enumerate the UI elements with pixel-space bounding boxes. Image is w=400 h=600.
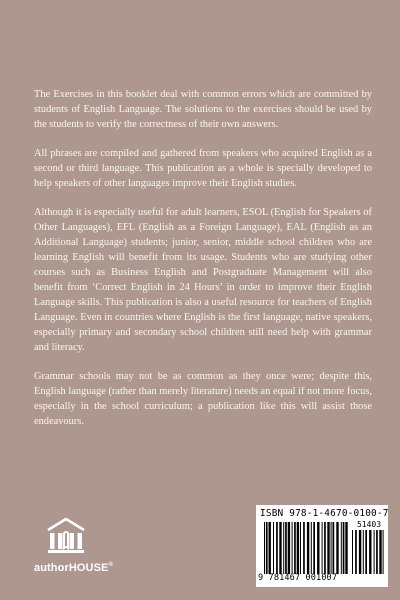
barcode-bar [374, 530, 375, 574]
barcode-bar [336, 522, 338, 574]
price-barcode-bars [352, 530, 384, 574]
barcode-bar [313, 522, 315, 574]
barcode-bar [269, 522, 271, 574]
isbn-barcode [256, 505, 388, 587]
barcode-bar [383, 530, 384, 574]
blurb-paragraph-2: All phrases are compiled and gathered from speakers who acquired English as a second or third language. This publication as a whole is specially developed to help speakers of other languages improve their English studies. [34, 148, 372, 189]
barcode-bar [359, 530, 361, 574]
barcode-bar [311, 522, 312, 574]
barcode-bar [345, 522, 347, 574]
publisher-name-suffix: HOUSE [68, 562, 109, 574]
barcode-bar [322, 522, 323, 574]
barcode-bar [300, 522, 301, 574]
building-book-icon [44, 515, 88, 555]
barcode-bar [376, 530, 378, 574]
barcode-bar [292, 522, 293, 574]
barcode-bar [307, 522, 309, 574]
barcode-bar [324, 522, 326, 574]
barcode-bar [365, 530, 367, 574]
barcode-bar [276, 522, 278, 574]
barcode-bar [283, 522, 284, 574]
barcode-bar [285, 522, 287, 574]
barcode-bar [303, 522, 305, 574]
barcode-bar [317, 522, 319, 574]
barcode-bar [352, 530, 353, 574]
barcode-bar [355, 530, 357, 574]
barcode-bar [369, 530, 371, 574]
barcode-bar [294, 522, 296, 574]
blurb-paragraph-4: Grammar schools may not be as common as they once were; despite this, English language (rather than merely literature) needs an equal if not more focus, especially in the school curriculum; a publication like this will assist those endeavours. [34, 371, 372, 427]
blurb-paragraph-1: The Exercises in this booklet deal with common errors which are committed by students of English Language. The solutions to the exercises should be used by the students to verify the correctness of their own answers. [34, 89, 372, 130]
price-code: 51403 [356, 520, 382, 529]
publisher-name-prefix: author [34, 562, 69, 574]
barcode-bar [333, 522, 335, 574]
publisher-name [34, 562, 113, 574]
barcode-bar [327, 522, 329, 574]
publisher-logo [32, 515, 122, 585]
barcode-bar [341, 522, 342, 574]
barcode-bar [266, 522, 268, 574]
barcode-bar [297, 522, 299, 574]
ean-barcode-bars [264, 522, 350, 574]
isbn-number: ISBN 978-1-4670-0100-7 [260, 508, 389, 519]
barcode-bar [331, 522, 332, 574]
barcode-bar [288, 522, 290, 574]
blurb-paragraph-3: Although it is especially useful for adult learners, ESOL (English for Speakers of Other Languages), EFL (English as a Foreign Language), EAL (English as an Additional Language) students; junior, senior, middle school children who are learning English will benefit from its usage. Students who are studying other courses such as Business English and Postgraduate Management will also benefit from ‘Correct English in 24 Hours’ in order to improve their English Language skills. This publication is also a useful resource for teachers of English Language. Even in countries where English is the first language, native speakers, especially primary and secondary school children still need help with grammar and literacy. [34, 207, 372, 353]
barcode-bar [273, 522, 274, 574]
blurb [34, 87, 372, 443]
barcode-bar [379, 530, 381, 574]
registered-mark: ® [108, 562, 113, 568]
ean-digits: 9 781467 001007 [258, 573, 338, 583]
barcode-bar [264, 522, 265, 574]
barcode-bar [363, 530, 364, 574]
barcode-bar [343, 522, 345, 574]
barcode-bar [279, 522, 281, 574]
